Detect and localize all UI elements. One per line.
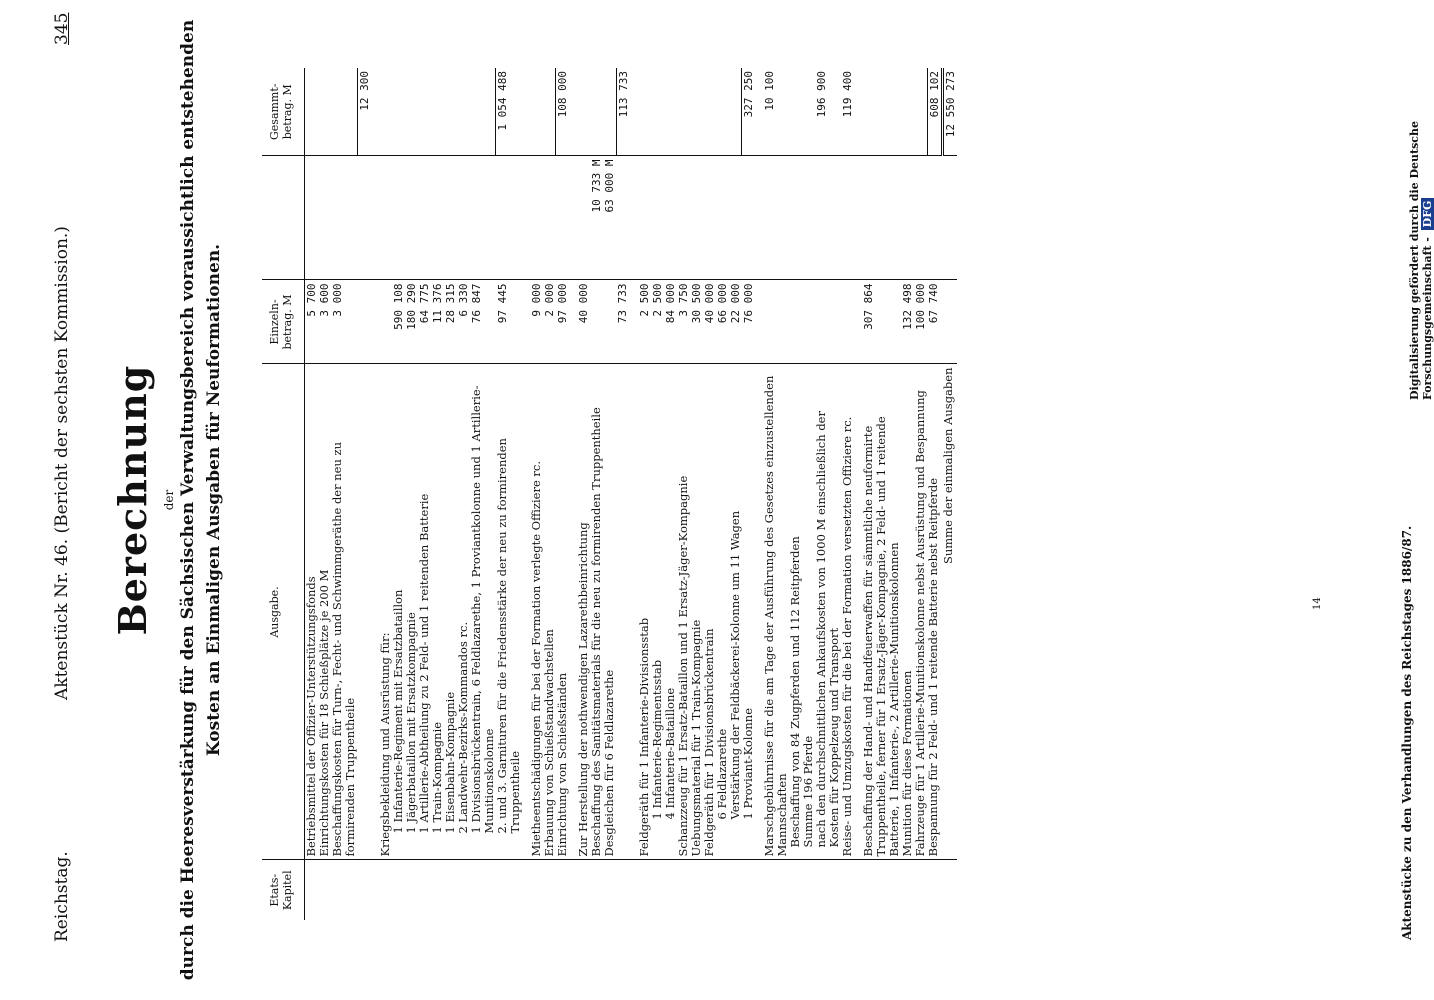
header-etats-kapitel: Etats-Kapitel	[262, 860, 305, 920]
cell-ausgabe: Beschaffungskosten für Turn-, Fecht- und Schwimmgeräthe der neu zu formirenden Truppentheile	[331, 364, 357, 860]
expense-table	[262, 68, 957, 920]
cell-gesammtbetrag	[651, 68, 664, 156]
table-row	[331, 68, 357, 920]
cell-gesammtbetrag	[577, 68, 590, 156]
cell-zwischenbetrag	[305, 156, 319, 280]
cell-gesammtbetrag	[664, 68, 677, 156]
cell-ausgabe: 1 Divisionsbrückentrain, 6 Feldlazarethe, 1 Proviantkolonne und 1 Artillerie-Munitionskolonne	[470, 364, 496, 860]
table-row	[664, 68, 677, 920]
table-row	[716, 68, 729, 920]
header-center: Aktenstück Nr. 46. (Bericht der sechsten Kommission.)	[52, 226, 72, 700]
cell-ausgabe: Summe 196 Pferde	[802, 364, 815, 860]
cell-ausgabe: Beschaffung der Hand- und Handfeuerwaffen für sämmtliche neuformirte Truppentheile, ferner für 1 Ersatz-Jäger-Kompagnie, 2 Feld- und 1 reitende Batterie, 1 Infanterie-, 2 Artillerie-Munitionskolonnen	[862, 364, 901, 860]
cell-einzelbetrag: 40 000	[703, 280, 716, 364]
cell-einzelbetrag: 3 600	[318, 280, 331, 364]
cell-zwischenbetrag	[927, 156, 942, 280]
cell-kapitel	[716, 860, 729, 920]
header-ausgabe: Ausgabe.	[262, 364, 305, 860]
cell-zwischenbetrag	[742, 156, 756, 280]
cell-einzelbetrag	[789, 280, 802, 364]
cell-gesammtbetrag	[331, 68, 357, 156]
cell-kapitel	[431, 860, 444, 920]
cell-ausgabe: Verstärkung der Feldbäckerei-Kolonne um 11 Wagen	[729, 364, 742, 860]
cell-kapitel	[616, 860, 630, 920]
cell-einzelbetrag: 28 315	[444, 280, 457, 364]
cell-zwischenbetrag	[379, 156, 392, 280]
table-row	[357, 68, 371, 920]
source-reference: Aktenstücke zu den Verhandlungen des Reichstages 1886/87.	[1400, 525, 1414, 940]
subtitle-line-1: durch die Heeresverstärkung für den Sächsischen Verwaltungsbereich voraussichtlich entstehenden	[178, 19, 198, 981]
cell-zwischenbetrag: 63 000 M	[603, 156, 616, 280]
cell-einzelbetrag: 590 108	[392, 280, 405, 364]
cell-zwischenbetrag	[703, 156, 716, 280]
table-row	[862, 68, 901, 920]
cell-zwischenbetrag	[638, 156, 651, 280]
cell-gesammtbetrag	[530, 68, 543, 156]
cell-ausgabe: nach den durchschnittlichen Ankaufskosten von 1000 M einschließlich der Kosten für Koppelzeug und Transport	[815, 364, 841, 860]
cell-gesammtbetrag	[470, 68, 496, 156]
cell-gesammtbetrag	[729, 68, 742, 156]
cell-kapitel	[405, 860, 418, 920]
cell-zwischenbetrag	[530, 156, 543, 280]
cell-ausgabe: Mietheentschädigungen für bei der Formation verlegte Offiziere rc.	[530, 364, 543, 860]
cell-zwischenbetrag	[901, 156, 914, 280]
cell-ausgabe: Einrichtung von Schießständen	[556, 364, 570, 860]
cell-zwischenbetrag	[716, 156, 729, 280]
cell-zwischenbetrag	[815, 156, 841, 280]
cell-einzelbetrag: 97 445	[496, 280, 522, 364]
cell-gesammtbetrag: 113 733	[616, 68, 630, 156]
cell-kapitel	[942, 860, 957, 920]
cell-einzelbetrag: 180 290	[405, 280, 418, 364]
cell-gesammtbetrag: 12 550 273	[942, 68, 957, 156]
cell-kapitel	[815, 860, 841, 920]
cell-einzelbetrag: 6 330	[457, 280, 470, 364]
cell-einzelbetrag	[379, 280, 392, 364]
cell-kapitel	[703, 860, 716, 920]
cell-kapitel	[470, 860, 496, 920]
table-body	[305, 68, 957, 920]
document-title: Berechnung	[110, 364, 155, 636]
digitization-text: Digitalisierung gefördert durch die Deutsche Forschungsgemeinschaft -	[1408, 121, 1434, 400]
cell-einzelbetrag: 30 500	[690, 280, 703, 364]
cell-kapitel	[729, 860, 742, 920]
cell-ausgabe: Bespannung für 2 Feld- und 1 reitende Batterie nebst Reitpferde	[927, 364, 942, 860]
header-einzelbetrag: Einzeln-betrag. M	[262, 280, 305, 364]
cell-ausgabe: 1 Train-Kompagnie	[431, 364, 444, 860]
cell-gesammtbetrag	[305, 68, 319, 156]
cell-gesammtbetrag: 10 100	[763, 68, 789, 156]
cell-einzelbetrag	[763, 280, 789, 364]
cell-gesammtbetrag	[677, 68, 690, 156]
cell-zwischenbetrag	[616, 156, 630, 280]
cell-zwischenbetrag	[405, 156, 418, 280]
cell-ausgabe: Betriebsmittel der Offizier-Unterstützungsfonds	[305, 364, 319, 860]
cell-einzelbetrag: 66 000	[716, 280, 729, 364]
cell-gesammtbetrag	[703, 68, 716, 156]
cell-einzelbetrag: 67 740	[927, 280, 942, 364]
cell-kapitel	[914, 860, 927, 920]
cell-einzelbetrag: 132 498	[901, 280, 914, 364]
cell-ausgabe	[357, 364, 371, 860]
table-row	[444, 68, 457, 920]
cell-einzelbetrag: 40 000	[577, 280, 590, 364]
cell-einzelbetrag	[942, 280, 957, 364]
cell-ausgabe: 2. und 3. Garnituren für die Friedensstärke der neu zu formirenden Truppentheile	[496, 364, 522, 860]
cell-zwischenbetrag	[729, 156, 742, 280]
cell-zwischenbetrag	[331, 156, 357, 280]
cell-gesammtbetrag	[431, 68, 444, 156]
cell-ausgabe: Uebungsmaterial für 1 Train-Kompagnie	[690, 364, 703, 860]
cell-zwischenbetrag	[664, 156, 677, 280]
table-row	[556, 68, 570, 920]
cell-einzelbetrag	[357, 280, 371, 364]
cell-gesammtbetrag	[379, 68, 392, 156]
cell-kapitel	[927, 860, 942, 920]
cell-einzelbetrag	[590, 280, 603, 364]
cell-ausgabe: Zur Herstellung der nothwendigen Lazarethbeinrichtung	[577, 364, 590, 860]
table-header-row	[262, 68, 305, 920]
cell-zwischenbetrag	[556, 156, 570, 280]
cell-kapitel	[577, 860, 590, 920]
cell-ausgabe: 1 Infanterie-Regimentsstab	[651, 364, 664, 860]
cell-gesammtbetrag: 608 102	[927, 68, 942, 156]
cell-zwischenbetrag: 10 733 M	[590, 156, 603, 280]
cell-einzelbetrag: 76 000	[742, 280, 756, 364]
cell-zwischenbetrag	[357, 156, 371, 280]
cell-ausgabe: Beschaffung des Sanitätsmaterials für die neu zu formirenden Truppentheile	[590, 364, 603, 860]
cell-einzelbetrag: 76 847	[470, 280, 496, 364]
cell-einzelbetrag: 3 000	[331, 280, 357, 364]
cell-ausgabe: Marschgebührnisse für die am Tage der Ausführung des Gesetzes einzustellenden Mannschaften	[763, 364, 789, 860]
cell-gesammtbetrag: 1 054 488	[496, 68, 522, 156]
cell-gesammtbetrag: 119 400	[841, 68, 854, 156]
cell-ausgabe: Fahrzeuge für 1 Artillerie-Munitionskolonne nebst Ausrüstung und Bespannung	[914, 364, 927, 860]
table-row	[392, 68, 405, 920]
cell-ausgabe: Einrichtungskosten für 18 Schießplätze je 200 M	[318, 364, 331, 860]
cell-ausgabe: Beschaffung von 84 Zugpferden und 112 Reitpferden	[789, 364, 802, 860]
cell-gesammtbetrag	[405, 68, 418, 156]
table-row	[496, 68, 522, 920]
header-gesammtbetrag: Gesammt-betrag. M	[262, 68, 305, 156]
cell-kapitel	[379, 860, 392, 920]
total-label-marker: 14	[1312, 597, 1323, 610]
table-row	[763, 68, 789, 920]
cell-einzelbetrag: 84 000	[664, 280, 677, 364]
running-header	[52, 0, 88, 1000]
cell-kapitel	[603, 860, 616, 920]
cell-zwischenbetrag	[802, 156, 815, 280]
table-row	[405, 68, 418, 920]
cell-zwischenbetrag	[496, 156, 522, 280]
cell-ausgabe: Desgleichen für 6 Feldlazarethe	[603, 364, 616, 860]
cell-gesammtbetrag	[862, 68, 901, 156]
table-row	[543, 68, 556, 920]
cell-zwischenbetrag	[690, 156, 703, 280]
cell-einzelbetrag: 22 000	[729, 280, 742, 364]
table-row	[942, 68, 957, 920]
cell-zwischenbetrag	[543, 156, 556, 280]
table-row	[927, 68, 942, 920]
cell-gesammtbetrag	[418, 68, 431, 156]
cell-zwischenbetrag	[862, 156, 901, 280]
cell-kapitel	[444, 860, 457, 920]
cell-einzelbetrag: 100 000	[914, 280, 927, 364]
table-row	[690, 68, 703, 920]
cell-gesammtbetrag	[914, 68, 927, 156]
title-article: der	[162, 489, 176, 511]
cell-ausgabe: Schanzzeug für 1 Ersatz-Bataillon und 1 Ersatz-Jäger-Kompagnie	[677, 364, 690, 860]
cell-kapitel	[901, 860, 914, 920]
cell-ausgabe: 1 Jägerbataillon mit Ersatzkompagnie	[405, 364, 418, 860]
cell-zwischenbetrag	[914, 156, 927, 280]
cell-ausgabe: 4 Infanterie-Bataillone	[664, 364, 677, 860]
cell-gesammtbetrag: 12 300	[357, 68, 371, 156]
cell-einzelbetrag: 73 733	[616, 280, 630, 364]
table-row	[677, 68, 690, 920]
table-row	[418, 68, 431, 920]
cell-ausgabe: Erbauung von Schießstandwachstellen	[543, 364, 556, 860]
cell-gesammtbetrag	[457, 68, 470, 156]
table-row	[431, 68, 444, 920]
table-row	[616, 68, 630, 920]
cell-kapitel	[664, 860, 677, 920]
cell-zwischenbetrag	[841, 156, 854, 280]
cell-einzelbetrag: 97 000	[556, 280, 570, 364]
table-row	[815, 68, 841, 920]
table-row	[742, 68, 756, 920]
cell-kapitel	[590, 860, 603, 920]
cell-kapitel	[418, 860, 431, 920]
cell-zwischenbetrag	[470, 156, 496, 280]
table-row	[379, 68, 392, 920]
cell-kapitel	[457, 860, 470, 920]
cell-zwischenbetrag	[318, 156, 331, 280]
cell-ausgabe: Summe der einmaligen Ausgaben	[942, 364, 957, 860]
cell-ausgabe: Reise- und Umzugskosten für die bei der Formation versetzten Offiziere rc.	[841, 364, 854, 860]
cell-einzelbetrag	[603, 280, 616, 364]
cell-kapitel	[690, 860, 703, 920]
cell-kapitel	[530, 860, 543, 920]
cell-einzelbetrag	[802, 280, 815, 364]
dfg-logo: DFG	[1421, 198, 1434, 231]
cell-zwischenbetrag	[651, 156, 664, 280]
cell-kapitel	[331, 860, 357, 920]
cell-kapitel	[392, 860, 405, 920]
cell-kapitel	[496, 860, 522, 920]
cell-zwischenbetrag	[577, 156, 590, 280]
cell-gesammtbetrag: 108 000	[556, 68, 570, 156]
cell-kapitel	[763, 860, 789, 920]
table-row	[638, 68, 651, 920]
cell-zwischenbetrag	[444, 156, 457, 280]
header-left: Reichstag.	[52, 851, 72, 942]
table-row	[729, 68, 742, 920]
cell-einzelbetrag: 2 500	[651, 280, 664, 364]
table-row	[603, 68, 616, 920]
cell-kapitel	[789, 860, 802, 920]
cell-kapitel	[677, 860, 690, 920]
cell-kapitel	[543, 860, 556, 920]
cell-ausgabe: 1 Eisenbahn-Kompagnie	[444, 364, 457, 860]
cell-gesammtbetrag	[318, 68, 331, 156]
cell-zwischenbetrag	[763, 156, 789, 280]
cell-ausgabe: 6 Feldlazarethe	[716, 364, 729, 860]
cell-gesammtbetrag	[590, 68, 603, 156]
cell-kapitel	[862, 860, 901, 920]
cell-kapitel	[742, 860, 756, 920]
header-spacer	[262, 156, 305, 280]
cell-zwischenbetrag	[789, 156, 802, 280]
cell-zwischenbetrag	[431, 156, 444, 280]
cell-gesammtbetrag	[543, 68, 556, 156]
cell-kapitel	[318, 860, 331, 920]
cell-zwischenbetrag	[418, 156, 431, 280]
cell-kapitel	[357, 860, 371, 920]
cell-einzelbetrag: 11 376	[431, 280, 444, 364]
cell-gesammtbetrag	[444, 68, 457, 156]
footer-note	[1312, 597, 1323, 610]
cell-zwischenbetrag	[457, 156, 470, 280]
cell-kapitel	[841, 860, 854, 920]
table-row	[651, 68, 664, 920]
cell-gesammtbetrag	[603, 68, 616, 156]
cell-zwischenbetrag	[942, 156, 957, 280]
cell-einzelbetrag: 2 000	[543, 280, 556, 364]
cell-einzelbetrag: 64 775	[418, 280, 431, 364]
cell-ausgabe: 1 Proviant-Kolonne	[742, 364, 756, 860]
cell-gesammtbetrag	[789, 68, 802, 156]
cell-gesammtbetrag	[901, 68, 914, 156]
cell-zwischenbetrag	[392, 156, 405, 280]
cell-gesammtbetrag	[690, 68, 703, 156]
table-row	[305, 68, 319, 920]
cell-gesammtbetrag	[802, 68, 815, 156]
cell-einzelbetrag	[815, 280, 841, 364]
cell-ausgabe: Kriegsbekleidung und Ausrüstung für:	[379, 364, 392, 860]
page-number: 345	[52, 12, 72, 45]
cell-kapitel	[638, 860, 651, 920]
cell-einzelbetrag	[841, 280, 854, 364]
digitization-credit	[1408, 0, 1434, 400]
cell-ausgabe: Feldgeräth für 1 Divisionsbrückentrain	[703, 364, 716, 860]
cell-zwischenbetrag	[677, 156, 690, 280]
cell-gesammtbetrag	[392, 68, 405, 156]
table-row	[703, 68, 716, 920]
cell-ausgabe: Munition für diese Formationen	[901, 364, 914, 860]
cell-einzelbetrag: 2 500	[638, 280, 651, 364]
table-row	[841, 68, 854, 920]
cell-einzelbetrag: 9 000	[530, 280, 543, 364]
table-row	[457, 68, 470, 920]
cell-ausgabe: Feldgeräth für 1 Infanterie-Divisionsstab	[638, 364, 651, 860]
cell-kapitel	[651, 860, 664, 920]
cell-gesammtbetrag	[638, 68, 651, 156]
cell-kapitel	[556, 860, 570, 920]
cell-gesammtbetrag: 327 250	[742, 68, 756, 156]
cell-kapitel	[802, 860, 815, 920]
subtitle-line-2: Kosten an Einmaligen Ausgaben für Neuformationen.	[204, 243, 224, 757]
cell-kapitel	[305, 860, 319, 920]
cell-gesammtbetrag	[716, 68, 729, 156]
table-row	[470, 68, 496, 920]
cell-ausgabe: 1 Artillerie-Abtheilung zu 2 Feld- und 1 reitenden Batterie	[418, 364, 431, 860]
cell-gesammtbetrag: 196 900	[815, 68, 841, 156]
cell-ausgabe	[616, 364, 630, 860]
table-row	[530, 68, 543, 920]
cell-einzelbetrag: 307 864	[862, 280, 901, 364]
cell-einzelbetrag: 5 700	[305, 280, 319, 364]
cell-einzelbetrag: 3 750	[677, 280, 690, 364]
cell-ausgabe: 1 Infanterie-Regiment mit Ersatzbataillon	[392, 364, 405, 860]
cell-ausgabe: 2 Landwehr-Bezirks-Kommandos rc.	[457, 364, 470, 860]
